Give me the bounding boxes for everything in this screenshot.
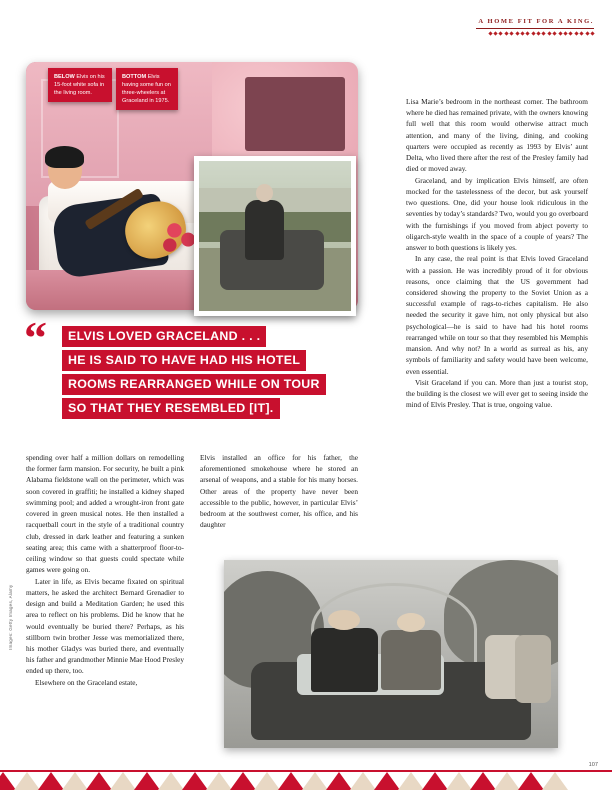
graceland-gate-photo bbox=[224, 560, 558, 748]
elvis-hair bbox=[45, 146, 83, 168]
paragraph: Lisa Marie’s bedroom in the northeast corner. The bathroom where he died has remained private, with the owners knowing full well that this room would otherwise attract much attention, and many of the living, dining, and cooking quarters were occupied as recently as 1993 by Elvis’ aunt Delta, who lived there after the rest of the Presley family had died or moved away. bbox=[406, 97, 588, 174]
running-head-text: A HOME FIT FOR A KING. bbox=[478, 18, 594, 25]
paragraph: Elsewhere on the Graceland estate, bbox=[35, 677, 138, 687]
caption-bottom-label: BOTTOM bbox=[122, 74, 147, 80]
passenger-figure bbox=[381, 630, 441, 690]
caption-bottom bbox=[116, 68, 178, 110]
photo-credit: Images: Getty Images, Alamy bbox=[8, 584, 13, 650]
onlooker-figure bbox=[515, 635, 552, 703]
header-rule bbox=[476, 28, 594, 29]
running-header bbox=[476, 18, 594, 35]
pull-quote-line: SO THAT THEY RESEMBLED [IT]. bbox=[62, 398, 280, 419]
paragraph: Elvis installed an office for his father, the aforementioned smokehouse where he stored an arsenal of weapons, and a stable for his many horses. Other areas of the property have never been accessible to the public, however, in particular Elvis’ bedroom at the southwest corner, his office, and his daughter bbox=[200, 453, 358, 530]
caption-bottom-text: Elvis having some fun on three-wheelers at Graceland in 1975. bbox=[122, 74, 171, 105]
page-footer bbox=[0, 758, 612, 792]
pull-quote bbox=[24, 312, 350, 422]
elvis-figure bbox=[39, 141, 192, 280]
tv-set bbox=[245, 77, 345, 151]
pull-quote-line: HE IS SAID TO HAVE HAD HIS HOTEL bbox=[62, 350, 306, 371]
paragraph: Visit Graceland if you can. More than just a tourist stop, the building is the closest we will ever get to seeing inside the mind of Elvis Presley. That is true, ongoing value. bbox=[406, 377, 588, 410]
caption-below bbox=[48, 68, 112, 102]
three-wheeler-inset-photo bbox=[194, 156, 356, 316]
rider-figure bbox=[245, 200, 285, 260]
pull-quote-line: ROOMS REARRANGED WHILE ON TOUR bbox=[62, 374, 326, 395]
paragraph: In any case, the real point is that Elvis loved Graceland with a passion. He was incredibly proud of it for obvious reasons, once claiming that the US government had considered showing the property to the Soviet Union as a successful example of rags-to-riches capitalism. He also needed the security it gave him, not only physical but also psychological—he is said to have had his hotel rooms rearranged while on tour so that they resembled his Memphis mansion. And why not? In a world as surreal as his, any symbols of familiarity and safety would have been welcome, even essential. bbox=[406, 254, 588, 376]
page-number: 107 bbox=[588, 762, 598, 768]
caption-below-text: Elvis on his 15-foot white sofa in the living room. bbox=[54, 74, 105, 97]
pull-quote-line: ELVIS LOVED GRACELAND . . . bbox=[62, 326, 266, 347]
body-column-1 bbox=[26, 452, 184, 688]
header-diamond-icons bbox=[476, 32, 594, 35]
paragraph: Later in life, as Elvis became fixated on spiritual matters, he asked the architect Bernard Grenadier to design and build a Meditation Garden; he used this area to reflect on his problems. Did he know that he would eventually be buried there? Perhaps, as his stillborn twin brother Jesse was memorialized there, his mother Gladys was buried there, and eventually his father and grandmother Minnie Mae Hood Presley ended up there, too. bbox=[26, 576, 184, 676]
body-column-2 bbox=[200, 452, 358, 531]
driver-figure bbox=[311, 628, 378, 692]
body-column-3 bbox=[406, 96, 588, 411]
footer-chevron-pattern bbox=[0, 772, 566, 790]
paragraph: Graceland, and by implication Elvis himself, are often mocked for the tastelessness of the decor, but ask yourself two questions. One, did your house look ridiculous in the seventies by today’s standards? Two, would you go overboard with the furnishings if you moved from abject poverty to oligarch-style wealth in the space of a couple of years? The answer to both questions is likely yes. bbox=[406, 175, 588, 253]
paragraph: spending over half a million dollars on remodelling the former farm mansion. For security, he built a pink Alabama fieldstone wall on the perimeter, which was soon covered in graffiti; he installed a kidney shaped swimming pool; and added a wrought-iron front gate covered in green musical notes. He then installed a racquetball court in the style of a traditional country club, dressed in dark leather and featuring a sunken seating area; this came with a shatterproof floor-to-ceiling window so that guests could spectate while games were going on. bbox=[26, 453, 184, 575]
caption-below-label: BELOW bbox=[54, 74, 75, 80]
quote-mark-icon: “ bbox=[24, 312, 47, 363]
